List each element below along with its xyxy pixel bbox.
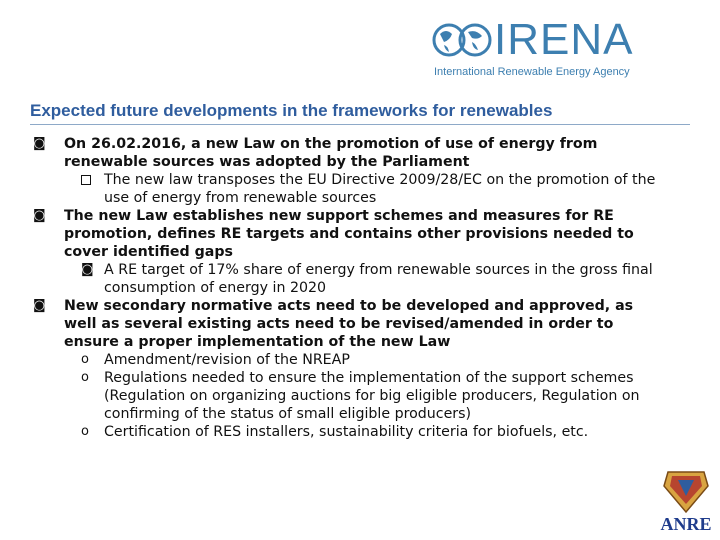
- bullet-icon: ◙: [33, 208, 46, 223]
- sub-bullet-item: [81, 423, 664, 441]
- anre-logo: [656, 466, 716, 538]
- slide-body: [0, 135, 720, 441]
- bullet-text: The new Law establishes new support schemes and measures for RE promotion, defines RE targets and contains other provisions needed to cover identified gaps: [64, 208, 634, 260]
- sub-bullet-item: [81, 351, 664, 369]
- bullet-item: [33, 135, 664, 171]
- sub-bullet-item: [104, 171, 664, 207]
- circle-bullet-icon: o: [81, 424, 89, 439]
- sub-bullet-text: A RE target of 17% share of energy from renewable sources in the gross final consumption of energy in 2020: [104, 262, 653, 296]
- circle-bullet-icon: o: [81, 352, 89, 367]
- slide-title: Expected future developments in the frameworks for renewables: [30, 101, 553, 120]
- title-divider: [30, 124, 690, 125]
- anre-wordmark: ANRE: [660, 514, 712, 534]
- bullet-icon: ◙: [33, 136, 46, 151]
- sub-bullet-item: [81, 369, 664, 423]
- logo-subtitle: International Renewable Energy Agency: [434, 66, 630, 78]
- checkbox-bullet-icon: [81, 171, 91, 191]
- circle-bullet-icon: o: [81, 370, 89, 385]
- logo-wordmark: IRENA: [494, 15, 634, 64]
- globe-icon: [432, 18, 492, 64]
- bullet-icon: ◙: [81, 262, 94, 277]
- bullet-item: [33, 207, 664, 261]
- bullet-item: [33, 297, 664, 351]
- irena-logo: [432, 14, 668, 84]
- bullet-text: New secondary normative acts need to be developed and approved, as well as several existing acts need to be revised/amended in order to ensure a proper implementation of the new Law: [64, 298, 634, 350]
- sub-bullet-text: Regulations needed to ensure the implementation of the support schemes (Regulation on organizing auctions for big eligible producers, Regulation on confirming of the status of small eligible producers): [104, 370, 640, 422]
- sub-bullet-text: Certification of RES installers, sustainability criteria for biofuels, etc.: [104, 424, 589, 440]
- sub-bullet-item: [81, 261, 664, 297]
- anre-emblem-icon: [656, 466, 716, 516]
- bullet-icon: ◙: [33, 298, 46, 313]
- bullet-text: On 26.02.2016, a new Law on the promotion of use of energy from renewable sources was adopted by the Parliament: [64, 136, 598, 170]
- sub-bullet-text: Amendment/revision of the NREAP: [104, 352, 350, 368]
- sub-bullet-text: The new law transposes the EU Directive 2009/28/EC on the promotion of the use of energy from renewable sources: [104, 172, 656, 206]
